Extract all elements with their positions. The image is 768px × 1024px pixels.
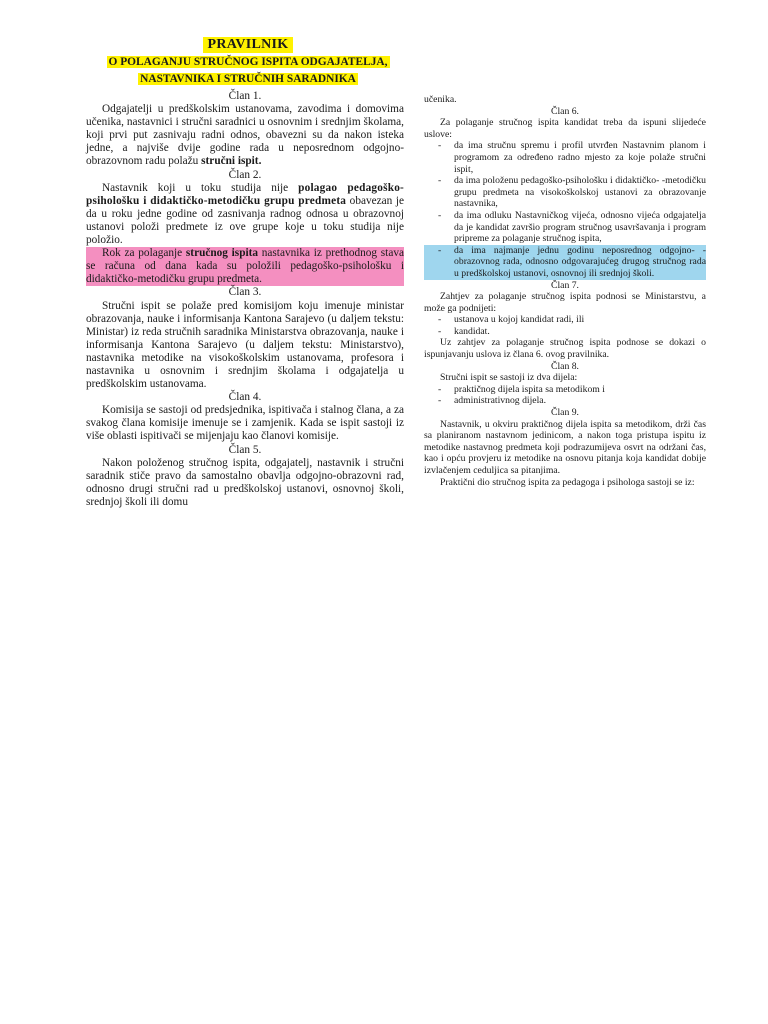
bold-term: stručni ispit. — [201, 155, 262, 168]
article-heading: Član 3. — [228, 286, 262, 299]
article-heading: Član 6. — [551, 105, 579, 117]
conditions-list — [424, 140, 706, 279]
article-heading: Član 9. — [551, 407, 579, 419]
title-line-2: NASTAVNIKA I STRUČNIH SARADNIKA — [140, 73, 356, 85]
list-item: - administrativnog dijela. — [424, 395, 706, 407]
paragraph: Stručni ispit se sastoji iz dva dijela: — [440, 372, 578, 384]
paragraph: Nastavnik, u okviru praktičnog dijela ispita sa metodikom, drži čas sa planiranom nastavnom jedinicom, a nakon toga pristupa ispitu iz metodike nastavnog predmeta koji podrazumijeva osvrt na održani čas, kao i opću provjeru iz metodike na osnovu pitanja koja kandidat dobije izvlačenjem ceduljica sa pitanjima. — [424, 418, 706, 476]
highlighted-list-item: - da ima najmanje jednu godinu neposrednog odgojno- -obrazovnog rada, odnosno odgovarajućeg drugog stručnog rada u predškolskoj ustanovi, osnovnoj ili srednjoj školi. — [424, 245, 706, 280]
bold-term: stručnog ispita — [185, 247, 259, 260]
article-heading: Član 5. — [228, 443, 262, 456]
paragraph: Odgajatelji u predškolskim ustanovama, zavodima i domovima učenika, nastavnici i stručni saradnici u osnovnim i srednjim školama, koji prvi put zasnivaju radni odnos, obavezni su da nakon isteka jedne, a najviše dvije godine rada u neposrednom odgojno-obrazovnom radu polažu stručni ispit. — [86, 103, 404, 168]
title-main: PRAVILNIK — [203, 37, 292, 53]
article-heading: Član 8. — [551, 360, 579, 372]
paragraph: učenika. — [424, 94, 457, 105]
article-heading: Član 1. — [228, 90, 262, 102]
paragraph: Komisija se sastoji od predsjednika, ispitivača i stalnog člana, a za svakog člana komisije imenuje se i zamjenik. Kada se ispit sastoji iz više oblasti ispitivači se mijenjaju kao članovi komisije. — [86, 404, 404, 443]
list-item: - kandidat. — [424, 326, 706, 338]
left-column — [86, 90, 404, 509]
article-heading: Član 2. — [228, 168, 262, 181]
list-item: - da ima položenu pedagoško-psihološku i didaktičko- -metodičku grupu predmeta na visokoškolskoj ustanovi za obrazovanje nastavnika, — [424, 175, 706, 210]
document-title — [78, 36, 418, 87]
list-item: - da ima stručnu spremu i profil utvrđen Nastavnim planom i programom za određeno radno mjesto za koje polaže stručni ispit, — [424, 140, 706, 175]
paragraph: Uz zahtjev za polaganje stručnog ispita podnose se dokazi o ispunjavanju uslova iz člana 6. ovog pravilnika. — [424, 337, 706, 361]
bold-term: polagao pedagoško-psihološku i didaktičko-metodičku grupu predmeta — [86, 181, 405, 207]
applicants-list — [424, 314, 706, 337]
article-heading: Član 4. — [228, 391, 262, 404]
paragraph: Zahtjev za polaganje stručnog ispita podnosi se Ministarstvu, a može ga podnijeti: — [424, 291, 706, 314]
paragraph: Praktični dio stručnog ispita za pedagoga i psihologa sastoji se iz: — [440, 476, 695, 488]
paragraph: Nastavnik koji u toku studija nije polagao pedagoško-psihološku i didaktičko-metodičku grupu predmeta obavezan je da u roku jedne godine od zasnivanja radnog odnosa u obrazovnoj ustanovi položi predmete iz ove grupe koje u toku studija nije položio. — [86, 181, 405, 247]
title-line-1: O POLAGANJU STRUČNOG ISPITA ODGAJATELJA, — [108, 56, 388, 68]
list-item: - ustanova u kojoj kandidat radi, ili — [424, 314, 706, 326]
exam-parts-list — [424, 384, 706, 407]
paragraph: Nakon položenog stručnog ispita, odgajatelj, nastavnik i stručni saradnik stiče pravo da samostalno obavlja odgojno-obrazovni rad, odnosno drugi stručni rad u predškolskoj ustanovi, osnovnoj školi, srednjoj školi ili domu — [86, 456, 404, 508]
article-heading: Član 7. — [551, 279, 579, 291]
paragraph: Za polaganje stručnog ispita kandidat treba da ispuni slijedeće uslove: — [424, 117, 706, 140]
list-item: - da ima odluku Nastavničkog vijeća, odnosno vijeća odgajatelja da je kandidat završio program stručnog usavršavanja i program pripreme za polaganje stručnog ispita, — [424, 210, 706, 245]
paragraph: Stručni ispit se polaže pred komisijom koju imenuje ministar obrazovanja, nauke i informisanja Kantona Sarajevo (u daljem tekstu: Ministar) iz reda stručnih saradnika Ministarstva obrazovanja, nauke i informisanja Kantona Sarajevo (u daljem tekstu: Ministarstvo), nastavnika metodike na visokoškolskim ustanovama, profesora i nastavnika u osnovnim i srednjim školama i odgajatelja u predškolskim ustanovama. — [86, 299, 404, 391]
highlighted-paragraph: Rok za polaganje stručnog ispita nastavnika iz prethodnog stava se računa od dana kada su položili pedagoško-psihološku i didaktičko-metodičku grupu predmeta. — [86, 247, 404, 286]
list-item: - praktičnog dijela ispita sa metodikom i — [424, 384, 706, 396]
right-column — [424, 94, 706, 508]
